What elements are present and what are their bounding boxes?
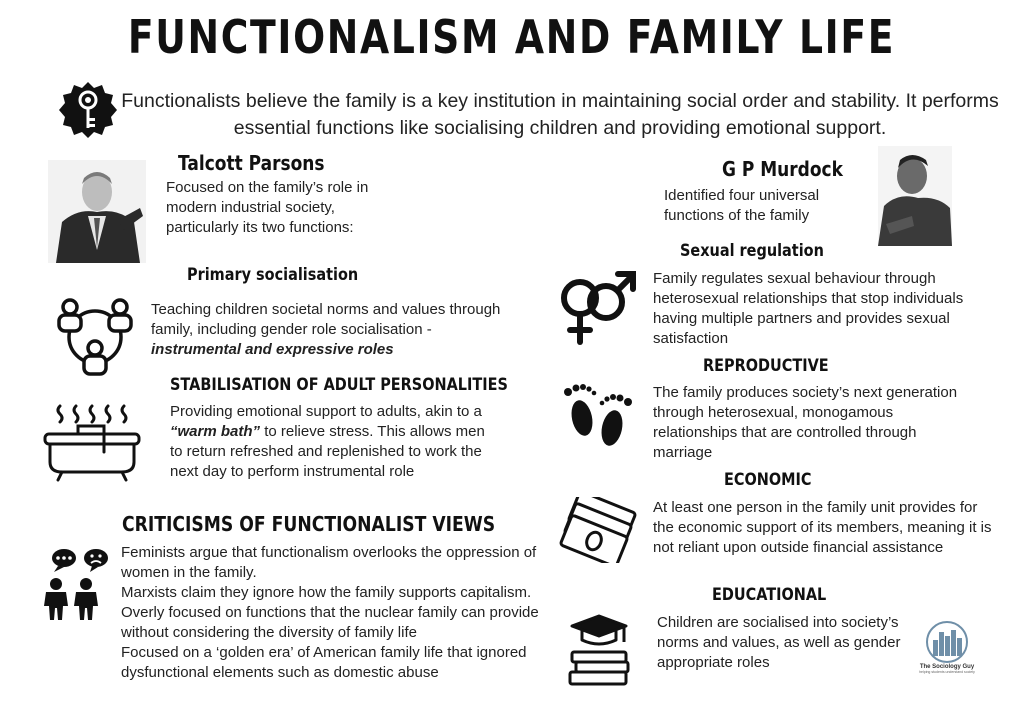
reproductive-text: The family produces society’s next generation through heterosexual, monogamous relationships that are controlled through marriage: [653, 384, 958, 461]
primary-socialisation-heading: Primary socialisation: [187, 265, 359, 285]
primary-socialisation-text: [151, 300, 521, 360]
gender-symbols-icon: [556, 268, 638, 348]
economic-text: At least one person in the family unit provides for the economic support of its members, meaning it is not reliant upon outside financial assistance: [653, 499, 992, 556]
stabilisation-text-after: to relieve stress. This allows men to return refreshed and replenished to work the next day to perform instrumental role: [170, 423, 485, 480]
criticism-item: Marxists claim they ignore how the family supports capitalism.: [121, 584, 532, 601]
logo-name: The Sociology Guy: [919, 664, 975, 670]
key-badge-icon: [58, 80, 118, 140]
primary-text-main: Teaching children societal norms and values through family, including gender role socialisation -: [151, 301, 501, 338]
baby-footprints-icon: [560, 382, 636, 452]
stabilisation-emphasis: “warm bath”: [170, 423, 261, 440]
page-title: FUNCTIONALISM AND FAMILY LIFE: [127, 10, 896, 64]
educational-heading: EDUCATIONAL: [712, 585, 827, 605]
economic-heading: ECONOMIC: [724, 470, 812, 490]
sexual-regulation-heading: Sexual regulation: [680, 241, 824, 261]
murdock-heading: G P Murdock: [722, 157, 843, 181]
parsons-text: Focused on the family’s role in modern industrial society, particularly its two functions:: [166, 179, 369, 236]
sexual-regulation-text: Family regulates sexual behaviour through heterosexual relationships that stop individuals having multiple partners and provides sexual satisfaction: [653, 270, 964, 347]
reproductive-heading: REPRODUCTIVE: [703, 356, 829, 376]
money-icon: [558, 497, 640, 563]
educational-text: Children are socialised into society’s norms and values, as well as gender appropriate roles: [657, 614, 901, 671]
criticisms-heading: CRITICISMS OF FUNCTIONALIST VIEWS: [122, 512, 496, 536]
stabilisation-text: [170, 402, 488, 482]
sociology-guy-logo: [918, 620, 976, 682]
talcott-parsons-photo: [48, 160, 146, 263]
gp-murdock-photo: [878, 146, 952, 246]
logo-tagline: helping students understand society: [919, 670, 975, 674]
graduation-books-icon: [566, 612, 632, 688]
criticisms-list: [121, 543, 551, 683]
murdock-text: Identified four universal functions of the family: [664, 187, 820, 224]
bathtub-icon: [42, 400, 142, 482]
criticism-item: Feminists argue that functionalism overlooks the oppression of women in the family.: [121, 544, 537, 581]
primary-text-emphasis: instrumental and expressive roles: [151, 341, 394, 358]
discussion-people-icon: [36, 548, 112, 620]
criticism-item: Focused on a ‘golden era’ of American family life that ignored dysfunctional elements such as domestic abuse: [121, 644, 527, 681]
stabilisation-text-before: Providing emotional support to adults, akin to a: [170, 403, 482, 420]
parsons-heading: Talcott Parsons: [178, 151, 325, 175]
connected-people-icon: [54, 295, 136, 379]
criticism-item: Overly focused on functions that the nuclear family can provide without considering the diversity of family life: [121, 604, 539, 641]
intro-text: Functionalists believe the family is a key institution in maintaining social order and stability. It performs essential functions like socialising children and providing emotional support.: [121, 90, 999, 139]
stabilisation-heading: STABILISATION OF ADULT PERSONALITIES: [170, 375, 508, 395]
